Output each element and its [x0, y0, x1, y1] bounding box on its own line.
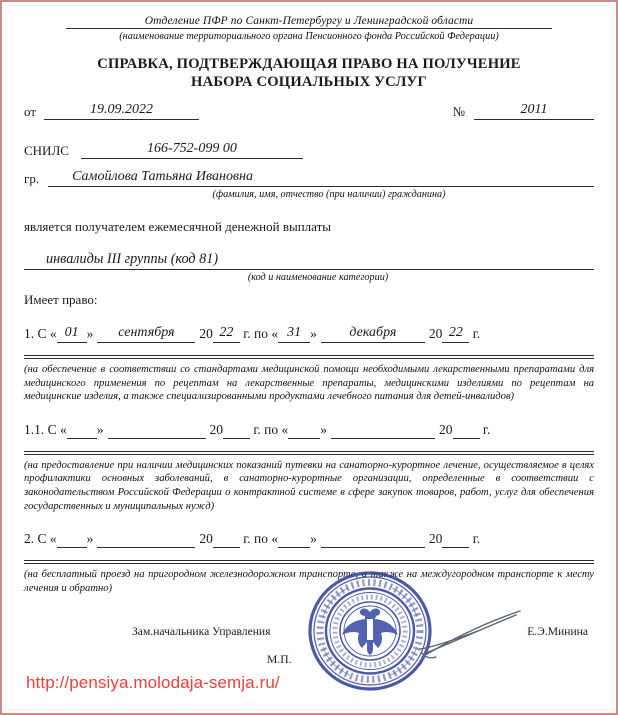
- period-day-to-2: [288, 421, 320, 439]
- period-day-from-2: [67, 421, 97, 439]
- category-value: инвалиды III группы (код 81): [24, 250, 594, 270]
- period-day-to-1: 31: [278, 325, 310, 343]
- period-quote2-1: »: [310, 326, 317, 341]
- signatory-role: Зам.начальника Управления: [132, 625, 271, 639]
- period-quote2-3: »: [310, 531, 317, 547]
- period-row-3: [24, 530, 594, 548]
- period-row-2: [24, 421, 594, 439]
- period-year-to-1: 22: [442, 325, 469, 343]
- period-day-from-1: 01: [57, 325, 87, 343]
- period-year-prefix-1: 20: [199, 326, 213, 341]
- period-month-from-1: сентября: [97, 325, 195, 343]
- period-month-to-3: [321, 530, 425, 548]
- date-value: 19.09.2022: [44, 102, 199, 120]
- period-month-from-3: [97, 530, 195, 548]
- period-note-1: (на обеспечение в соответствии со стандартами медицинской помощи необходимыми лекарственными препаратами для медицинского применения по рецептам на лекарственные препараты, медицинскими изделиями по рецептам на медицинские изделия, а также специализированными продуктами лечебного питания для детей-инвалидов): [24, 364, 594, 403]
- period-month-from-2: [108, 421, 206, 439]
- period-year-to-3: [442, 530, 469, 548]
- document-footer: [24, 611, 594, 693]
- period-note-2: (на предоставление при наличии медицинских показаний путевки на санаторно-курортное лечение, осуществляемое в целях профилактики основных заболеваний, в санаторно-курортные организации, определенные в соответствии с законодательством Российской Федерации о контрактной системе в сфере закупок товаров, работ, услуг для обеспечения государственных и муниципальных нужд): [24, 459, 594, 512]
- period-year-prefix2-1: 20: [428, 326, 443, 341]
- period-index-2: 1.1.: [24, 421, 45, 437]
- rights-label: Имеет право:: [24, 292, 98, 307]
- date-label: от: [24, 104, 37, 119]
- note-rule-1: [24, 355, 594, 359]
- document-sheet: [8, 7, 610, 708]
- period-year-suffix2-3: г.: [472, 531, 481, 547]
- organization-name: Отделение ПФР по Санкт-Петербургу и Ленинградской области: [144, 15, 474, 27]
- citizen-row: [24, 169, 594, 187]
- category-caption: (код и наименование категории): [247, 272, 389, 283]
- period-year-prefix-3: 20: [199, 531, 213, 547]
- period-day-to-3: [278, 530, 310, 548]
- period-middle-1: по «: [254, 326, 279, 341]
- period-day-from-3: [57, 530, 87, 548]
- period-note-3: (на бесплатный проезд на пригородном железнодорожном транспорте, а также на междугородном транспорте к месту лечения и обратно): [24, 569, 594, 594]
- period-prefix-1: С «: [37, 326, 57, 341]
- period-prefix-2: С «: [47, 421, 67, 437]
- period-year-prefix2-2: 20: [439, 421, 453, 437]
- period-month-to-2: [331, 421, 435, 439]
- snils-row: [24, 141, 594, 159]
- period-index-3: 2.: [24, 531, 35, 547]
- period-year-suffix2-2: г.: [482, 421, 491, 437]
- period-year-prefix-2: 20: [209, 421, 224, 437]
- signature-mark-icon: [416, 605, 536, 675]
- page-title-line2: НАБОРА СОЦИАЛЬНЫХ УСЛУГ: [191, 74, 427, 90]
- signatory-name: Е.Э.Минина: [527, 625, 588, 639]
- period-year-to-2: [453, 421, 480, 439]
- watermark-url: http://pensiya.molodaja-semja.ru/: [26, 673, 280, 693]
- document-meta-row: [24, 102, 594, 120]
- period-prefix-3: С «: [37, 531, 57, 547]
- period-quote-3: »: [86, 531, 94, 547]
- citizen-label: гр.: [24, 171, 40, 186]
- period-year-prefix2-3: 20: [428, 531, 443, 547]
- period-year-suffix2-1: г.: [472, 326, 481, 341]
- period-quote-1: »: [86, 326, 94, 341]
- period-middle-3: по «: [254, 531, 279, 547]
- period-year-suffix-2: г.: [253, 421, 261, 437]
- number-value: 2011: [474, 102, 594, 120]
- period-row-1: [24, 325, 594, 343]
- snils-label: СНИЛС: [24, 143, 69, 158]
- note-rule-2: [24, 451, 594, 455]
- period-year-from-2: [223, 421, 250, 439]
- period-year-suffix-1: г.: [243, 326, 251, 341]
- page-title-line1: СПРАВКА, ПОДТВЕРЖДАЮЩАЯ ПРАВО НА ПОЛУЧЕНИЕ: [97, 56, 521, 72]
- period-quote-2: »: [96, 421, 104, 437]
- period-index-1: 1.: [24, 326, 35, 341]
- statement-text: является получателем ежемесячной денежной выплаты: [24, 219, 331, 234]
- period-year-suffix-3: г.: [243, 531, 251, 547]
- number-label: №: [452, 104, 465, 119]
- citizen-caption: (фамилия, имя, отчество (при наличии) гражданина): [212, 189, 446, 200]
- organization-rule: [66, 28, 552, 29]
- stamp-place-label: М.П.: [267, 653, 292, 667]
- period-year-from-3: [213, 530, 240, 548]
- period-year-from-1: 22: [213, 325, 240, 343]
- snils-value: 166-752-099 00: [81, 141, 303, 159]
- note-rule-3: [24, 560, 594, 564]
- page-title: [24, 55, 594, 91]
- organization-caption: (наименование территориального органа Пенсионного фонда Российской Федерации): [119, 31, 499, 42]
- citizen-value: Самойлова Татьяна Ивановна: [48, 169, 594, 187]
- period-quote2-2: »: [320, 421, 328, 437]
- period-month-to-1: декабря: [321, 325, 425, 343]
- period-middle-2: по «: [264, 421, 289, 437]
